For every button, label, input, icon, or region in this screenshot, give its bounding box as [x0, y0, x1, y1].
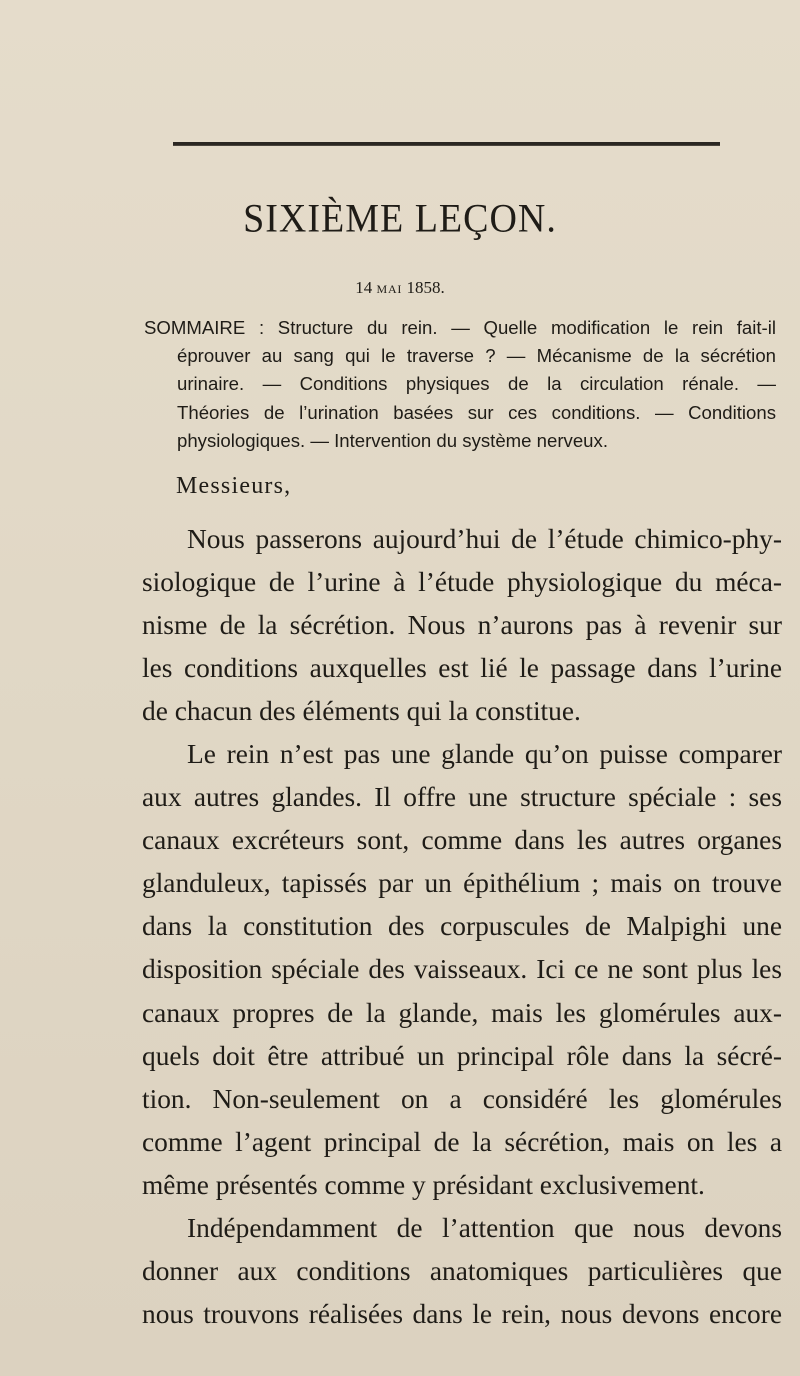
body-line: glanduleux, tapissés par un épithélium ; mais on trouve: [142, 868, 782, 899]
summary-block: [144, 314, 776, 455]
summary-line: urinaire. — Conditions physiques de la circulation rénale. —: [177, 373, 776, 395]
body-line: disposition spéciale des vaisseaux. Ici ce ne sont plus les: [142, 954, 782, 985]
body-line: comme l’agent principal de la sécrétion, mais on les a: [142, 1126, 782, 1157]
summary-line: SOMMAIRE : Structure du rein. — Quelle modification le rein fait-il: [144, 317, 776, 338]
body-line: aux autres glandes. Il offre une structure spéciale : ses: [142, 782, 782, 813]
body-line: quels doit être attribué un principal rôle dans la sécré-: [142, 1040, 782, 1071]
body-line: siologique de l’urine à l’étude physiologique du méca-: [142, 567, 782, 598]
body-line: nous trouvons réalisées dans le rein, nous devons encore: [142, 1298, 782, 1329]
body-line: canaux propres de la glande, mais les glomérules aux-: [142, 997, 782, 1028]
body-line: canaux excréteurs sont, comme dans les autres organes: [142, 825, 782, 856]
lesson-date: [0, 279, 800, 296]
body-line: Indépendamment de l’attention que nous devons: [187, 1212, 782, 1243]
date-year: 1858.: [406, 278, 445, 297]
header-rule: [173, 142, 720, 146]
body-text: [142, 518, 782, 1336]
body-line: donner aux conditions anatomiques particulières que: [142, 1255, 782, 1286]
summary-line: éprouver au sang qui le traverse ? — Mécanisme de la sécrétion: [177, 345, 776, 367]
body-line: de chacun des éléments qui la constitue.: [142, 696, 581, 727]
body-line: tion. Non-seulement on a considéré les glomérules: [142, 1083, 782, 1114]
body-line: même présentés comme y présidant exclusivement.: [142, 1169, 705, 1200]
greeting: Messieurs,: [176, 473, 292, 499]
body-line: nisme de la sécrétion. Nous n’aurons pas à revenir sur: [142, 610, 782, 641]
body-line: les conditions auxquelles est lié le passage dans l’urine: [142, 653, 782, 684]
body-line: Nous passerons aujourd’hui de l’étude chimico-phy-: [187, 524, 782, 554]
date-month: MAI: [376, 282, 403, 296]
lesson-title: SIXIÈME LEÇON.: [243, 196, 557, 242]
body-line: Le rein n’est pas une glande qu’on puisse comparer: [187, 739, 782, 770]
date-day: 14: [355, 278, 373, 297]
summary-line: physiologiques. — Intervention du système nerveux.: [177, 429, 608, 451]
summary-line: Théories de l’urination basées sur ces conditions. — Conditions: [177, 401, 776, 423]
body-line: dans la constitution des corpuscules de Malpighi une: [142, 911, 782, 942]
